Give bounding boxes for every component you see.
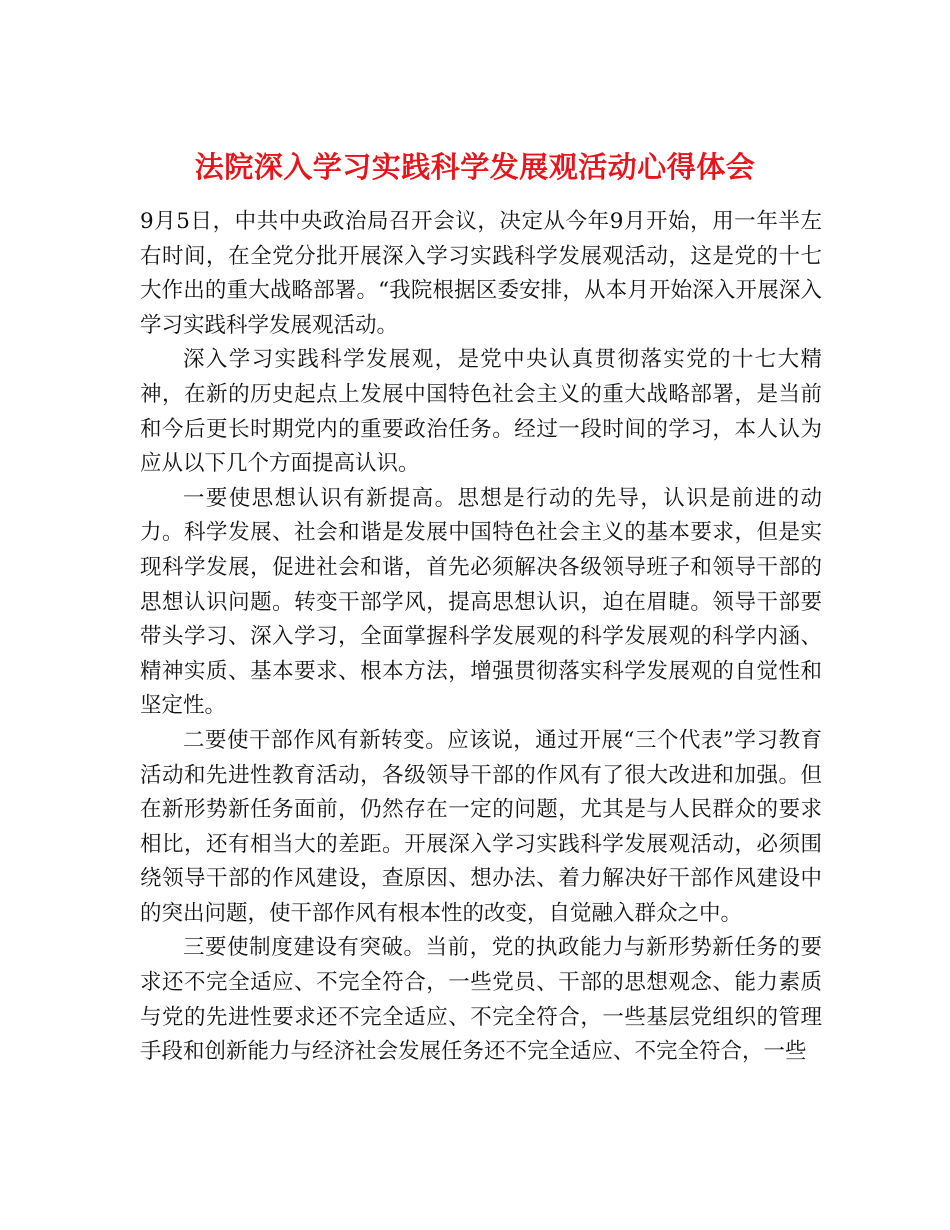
- paragraph-1: 9月5日，中共中央政治局召开会议，决定从今年9月开始，用一年半左右时间，在全党分批开展深入学习实践科学发展观活动，这是党的十七大作出的重大战略部署。“我院根据区委安排，从本月开始深入开展深入学习实践科学发展观活动。: [140, 209, 822, 338]
- document-title: 法院深入学习实践科学发展观活动心得体会: [194, 150, 756, 185]
- document-body: [140, 205, 822, 1070]
- paragraph-5: 三要使制度建设有突破。当前，党的执政能力与新形势新任务的要求还不完全适应、不完全符合，一些党员、干部的思想观念、能力素质与党的先进性要求还不完全适应、不完全符合，一些基层党组织的管理手段和创新能力与经济社会发展任务还不完全适应、不完全符合，一些: [140, 935, 822, 1065]
- paragraph-2: 深入学习实践科学发展观，是党中央认真贯彻落实党的十七大精神，在新的历史起点上发展中国特色社会主义的重大战略部署，是当前和今后更长时期党内的重要政治任务。经过一段时间的学习，本人认为应从以下几个方面提高认识。: [140, 347, 822, 477]
- paragraph-4: 二要使干部作风有新转变。应该说，通过开展“三个代表”学习教育活动和先进性教育活动，各级领导干部的作风有了很大改进和加强。但在新形势新任务面前，仍然存在一定的问题，尤其是与人民群众的要求相比，还有相当大的差距。开展深入学习实践科学发展观活动，必须围绕领导干部的作风建设，查原因、想办法、着力解决好干部作风建设中的突出问题，使干部作风有根本性的改变，自觉融入群众之中。: [140, 727, 822, 926]
- paragraph-3: 一要使思想认识有新提高。思想是行动的先导，认识是前进的动力。科学发展、社会和谐是发展中国特色社会主义的基本要求，但是实现科学发展，促进社会和谐，首先必须解决各级领导班子和领导干部的思想认识问题。转变干部学风，提高思想认识，迫在眉睫。领导干部要带头学习、深入学习，全面掌握科学发展观的科学发展观的科学内涵、精神实质、基本要求、根本方法，增强贯彻落实科学发展观的自觉性和坚定性。: [140, 485, 822, 719]
